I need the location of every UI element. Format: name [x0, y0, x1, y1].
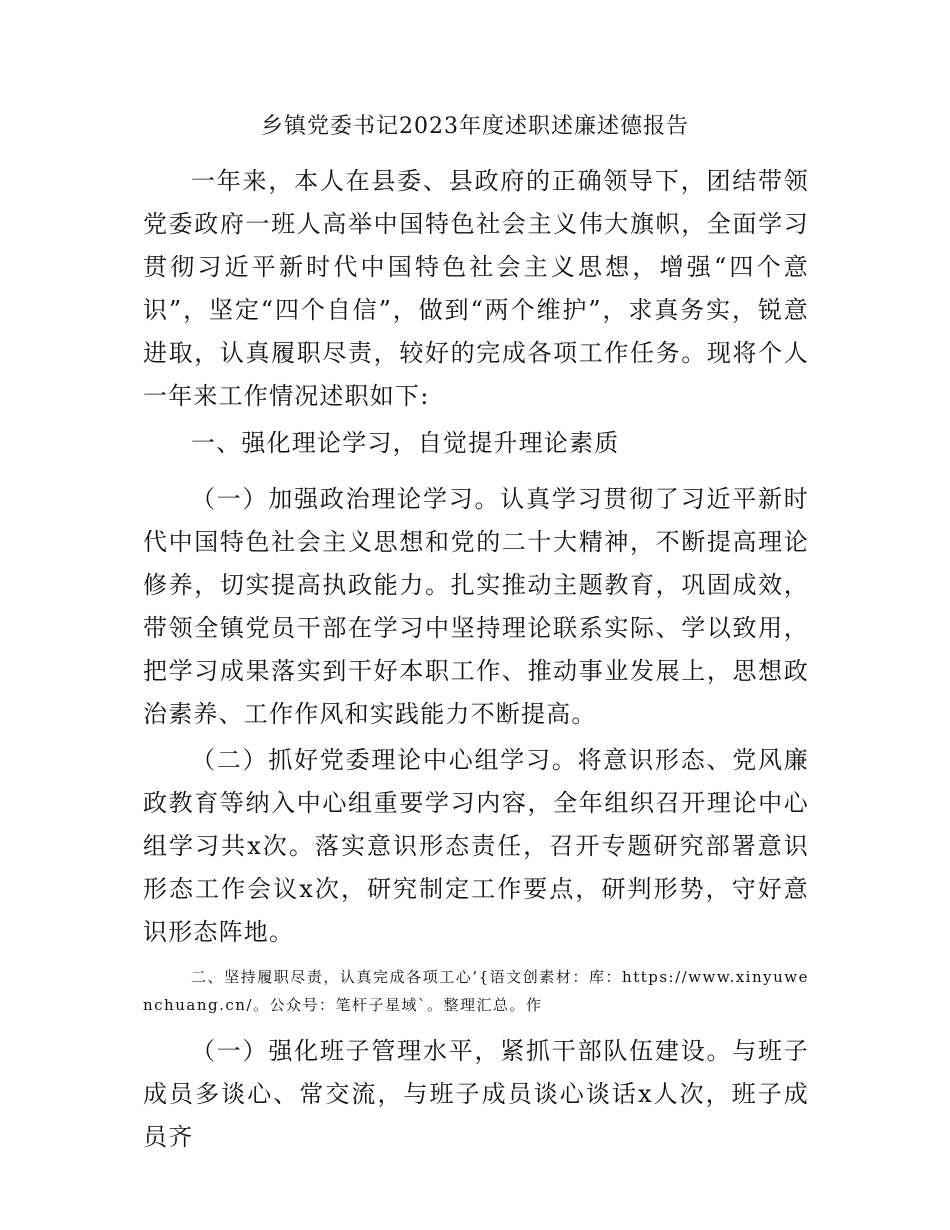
section1-paragraph-2: （二）抓好党委理论中心组学习。将意识形态、党风廉政教育等纳入中心组重要学习内容，全年组织召开理论中心组学习共x次。落实意识形态责任，召开专题研究部署意识形态工作会议x次，研究制定工作要点，研判形势，守好意识形态阵地。	[143, 746, 809, 946]
section2-heading: 二、坚持履职尽责，认真完成各项工心’{语文创素材：库：https://www.xinyuwenchuang.cn/。公众号：笔杆子星域`。整理汇总。作	[143, 968, 809, 1014]
document-title: 乡镇党委书记2023年度述职述廉述德报告	[261, 114, 689, 139]
section1-heading: 一、强化理论学习，自觉提升理论素质	[191, 429, 620, 457]
section1-paragraph-1: （一）加强政治理论学习。认真学习贯彻了习近平新时代中国特色社会主义思想和党的二十大精神，不断提高理论修养，切实提高执政能力。扎实推动主题教育，巩固成效，带领全镇党员干部在学习中坚持理论联系实际、学以致用，把学习成果落实到干好本职工作、推动事业发展上，思想政治素养、工作作风和实践能力不断提高。	[143, 485, 809, 728]
section2-paragraph-1: （一）强化班子管理水平，紧抓干部队伍建设。与班子成员多谈心、常交流，与班子成员谈心谈话x人次，班子成员齐	[143, 1037, 809, 1151]
intro-paragraph: 一年来，本人在县委、县政府的正确领导下，团结带领党委政府一班人高举中国特色社会主义伟大旗帜，全面学习贯彻习近平新时代中国特色社会主义思想，增强“四个意识”，坚定“四个自信”，做到“两个维护”，求真务实，锐意进取，认真履职尽责，较好的完成各项工作任务。现将个人一年来工作情况述职如下:	[143, 167, 809, 410]
